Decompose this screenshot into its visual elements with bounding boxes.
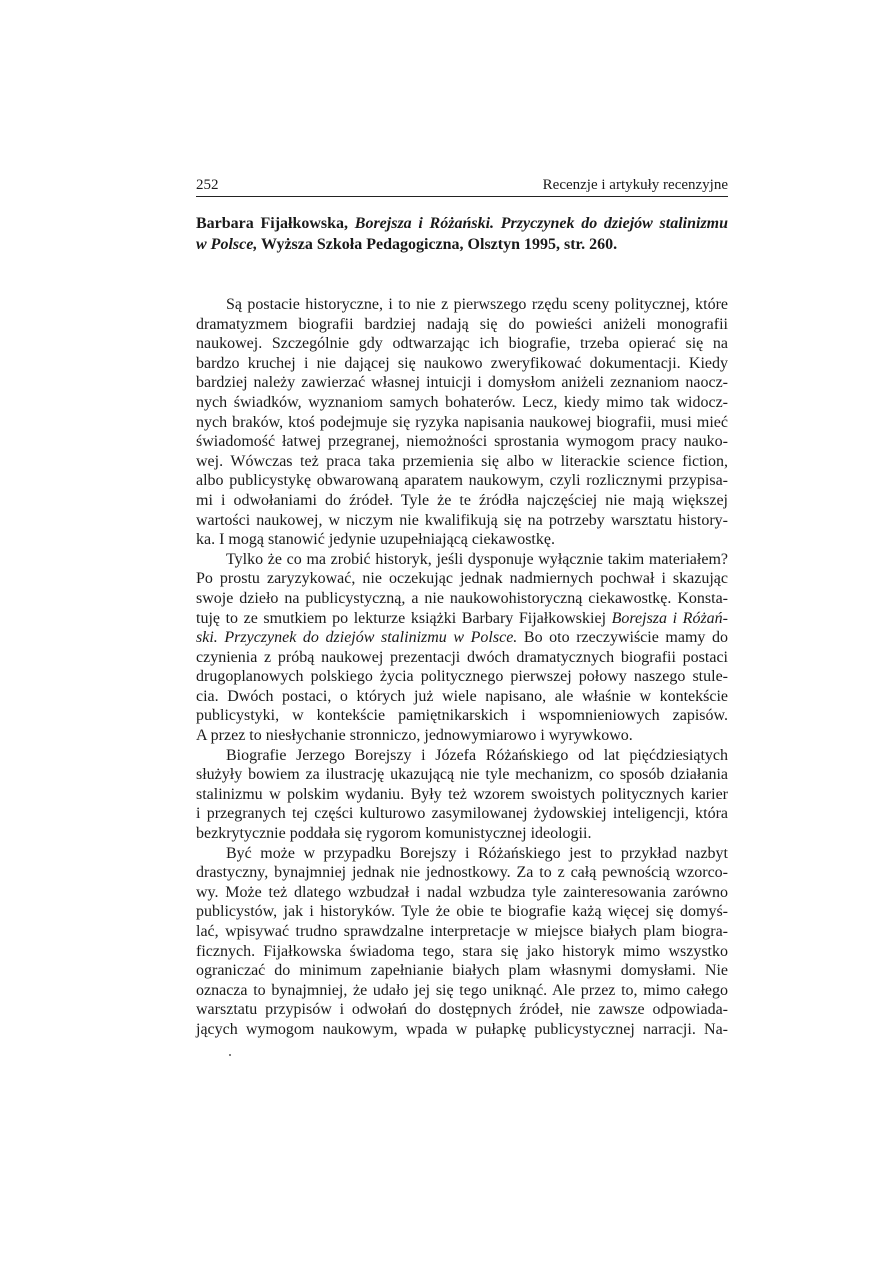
italic-fragment: Borejsza i Różań- (611, 609, 729, 627)
citation-line-1 (196, 213, 728, 234)
text-line: bardzo kruchej i nie dającej się naukowo zweryfikować dokumentacji. Kiedy (196, 354, 728, 372)
text-line: oznacza to bynajmniej, że udało jej się tego uniknąć. Ale przez to, mimo całego (196, 981, 728, 999)
text-line: i przegranych tej części kulturowo zasymilowanej żydowskiej inteligencji, która (196, 805, 728, 823)
text-line: Być może w przypadku Borejszy i Różańskiego jest to przykład nazbyt (226, 844, 728, 862)
text-line-mixed (196, 628, 728, 648)
text-line: nych braków, ktoś podejmuje się ryzyka napisania naukowej biografii, musi mieć (196, 413, 728, 431)
text-fragment: tuję to ze smutkiem po lekturze książki Barbary Fijałkowskiej (196, 609, 612, 627)
text-line: publicystyki, w kontekście pamiętnikarskich i wspomnieniowych zapisów. (196, 707, 728, 725)
text-line: wej. Wówczas też praca taka przemienia się albo w literackie science fiction, (196, 452, 728, 470)
italic-fragment: ski. Przyczynek do dziejów stalinizmu w Polsce. (196, 629, 518, 647)
text-line: wy. Może też dlatego wzbudzał i nadal wzbudza tyle zainteresowania zarówno (196, 883, 728, 901)
citation-author: Barbara Fijałkowska, (196, 215, 349, 232)
citation-publisher: Wyższa Szkoła Pedagogiczna, Olsztyn 1995, str. 260. (261, 236, 618, 253)
running-head (196, 176, 728, 197)
text-line: drugoplanowych polskiego życia politycznego pierwszej połowy naszego stule- (196, 668, 728, 686)
text-line: wartości naukowej, w niczym nie kwalifikują się na potrzeby warsztatu history- (196, 511, 728, 529)
text-line: bardziej należy zawierzać własnej intuicji i domysłom aniżeli zeznaniom naocz- (196, 374, 728, 392)
text-line: bezkrytycznie poddała się rygorom komunistycznej ideologii. (196, 825, 592, 843)
text-line: naukowej. Szczególnie gdy odtwarzając ich biografie, trzeba opierać się na (196, 335, 728, 353)
text-line: dramatyzmem biografii bardziej nadają się do powieści aniżeli monografii (196, 315, 728, 333)
text-line: ograniczać do minimum zapełnianie białych plam własnymi domysłami. Nie (196, 962, 728, 980)
text-line: ka. I mogą stanowić jedynie uzupełniającą ciekawostkę. (196, 531, 555, 549)
text-line: mi i odwołaniami do źródeł. Tyle że te źródła najczęściej nie mają większej (196, 491, 728, 509)
text-line-mixed (196, 609, 728, 629)
text-line: drastyczny, bynajmniej jednak nie jednostkowy. Za to z całą pewnością wzorco- (196, 864, 728, 882)
text-line: warsztatu przypisów i odwołań do dostępnych źródeł, nie zawsze odpowiada- (196, 1001, 728, 1019)
text-line: służyły bowiem za ilustrację ukazującą nie tyle mechanizm, co sposób działania (196, 766, 728, 784)
text-line: stalinizmu w polskim wydaniu. Były też wzorem swoistych politycznych karier (196, 785, 728, 803)
page (196, 170, 728, 1040)
citation-title-1: Borejsza i Różański. Przyczynek do dziejów stalinizmu (354, 215, 729, 232)
text-line: Tylko że co ma zrobić historyk, jeśli dysponuje wyłącznie takim materiałem? (226, 550, 728, 568)
text-line: publicystów, jak i historyków. Tyle że obie te biografie każą więcej się domyś- (196, 903, 728, 921)
text-line: jących wymogom naukowym, wpada w pułapkę publicystycznej narracji. Na- (196, 1020, 728, 1038)
citation-line-2 (196, 234, 728, 255)
text-line: lać, wpisywać trudno sprawdzalne interpretacje w miejsce białych plam biogra- (196, 923, 728, 940)
scan-speck (229, 1054, 231, 1056)
section-title: Recenzje i artykuły recenzyjne (542, 177, 728, 193)
text-line: nych świadków, wyznaniom samych bohaterów. Lecz, kiedy mimo tak widocz- (196, 393, 728, 411)
text-line: Są postacie historyczne, i to nie z pierwszego rzędu sceny politycznej, które (226, 296, 728, 313)
text-line: czynienia z próbą naukowej prezentacji dwóch dramatycznych biografii postaci (196, 648, 728, 666)
paragraph-1 (196, 295, 728, 550)
review-body (196, 295, 728, 1040)
paragraph-2 (196, 550, 728, 746)
paragraph-3 (196, 746, 728, 844)
text-line: A przez to niesłychanie stronniczo, jednowymiarowo i wyrywkowo. (196, 727, 633, 745)
text-line: cia. Dwóch postaci, o których już wiele napisano, ale właśnie w kontekście (196, 687, 728, 705)
text-line: świadomość łatwej przegranej, niemożności sprostania wymogom pracy nauko- (196, 433, 728, 451)
text-line: Biografie Jerzego Borejszy i Józefa Różańskiego od lat pięćdziesiątych (226, 746, 728, 764)
text-line: swoje dzieło na publicystyczną, a nie naukowohistoryczną ciekawostkę. Konsta- (196, 589, 728, 607)
paragraph-4 (196, 844, 728, 1040)
page-number: 252 (196, 177, 219, 193)
text-line: Po prostu zaryzykować, nie oczekując jednak nadmiernych pochwał i skazując (196, 570, 728, 588)
citation-title-2: w Polsce, (196, 236, 258, 253)
text-fragment: Bo oto rzeczywiście mamy do (517, 629, 729, 647)
text-line: albo publicystykę obwarowaną aparatem naukowym, czyli rozlicznymi przypisa- (196, 472, 728, 490)
book-citation (196, 213, 728, 255)
text-line: ficznych. Fijałkowska świadoma tego, stara się jako historyk mimo wszystko (196, 942, 728, 960)
